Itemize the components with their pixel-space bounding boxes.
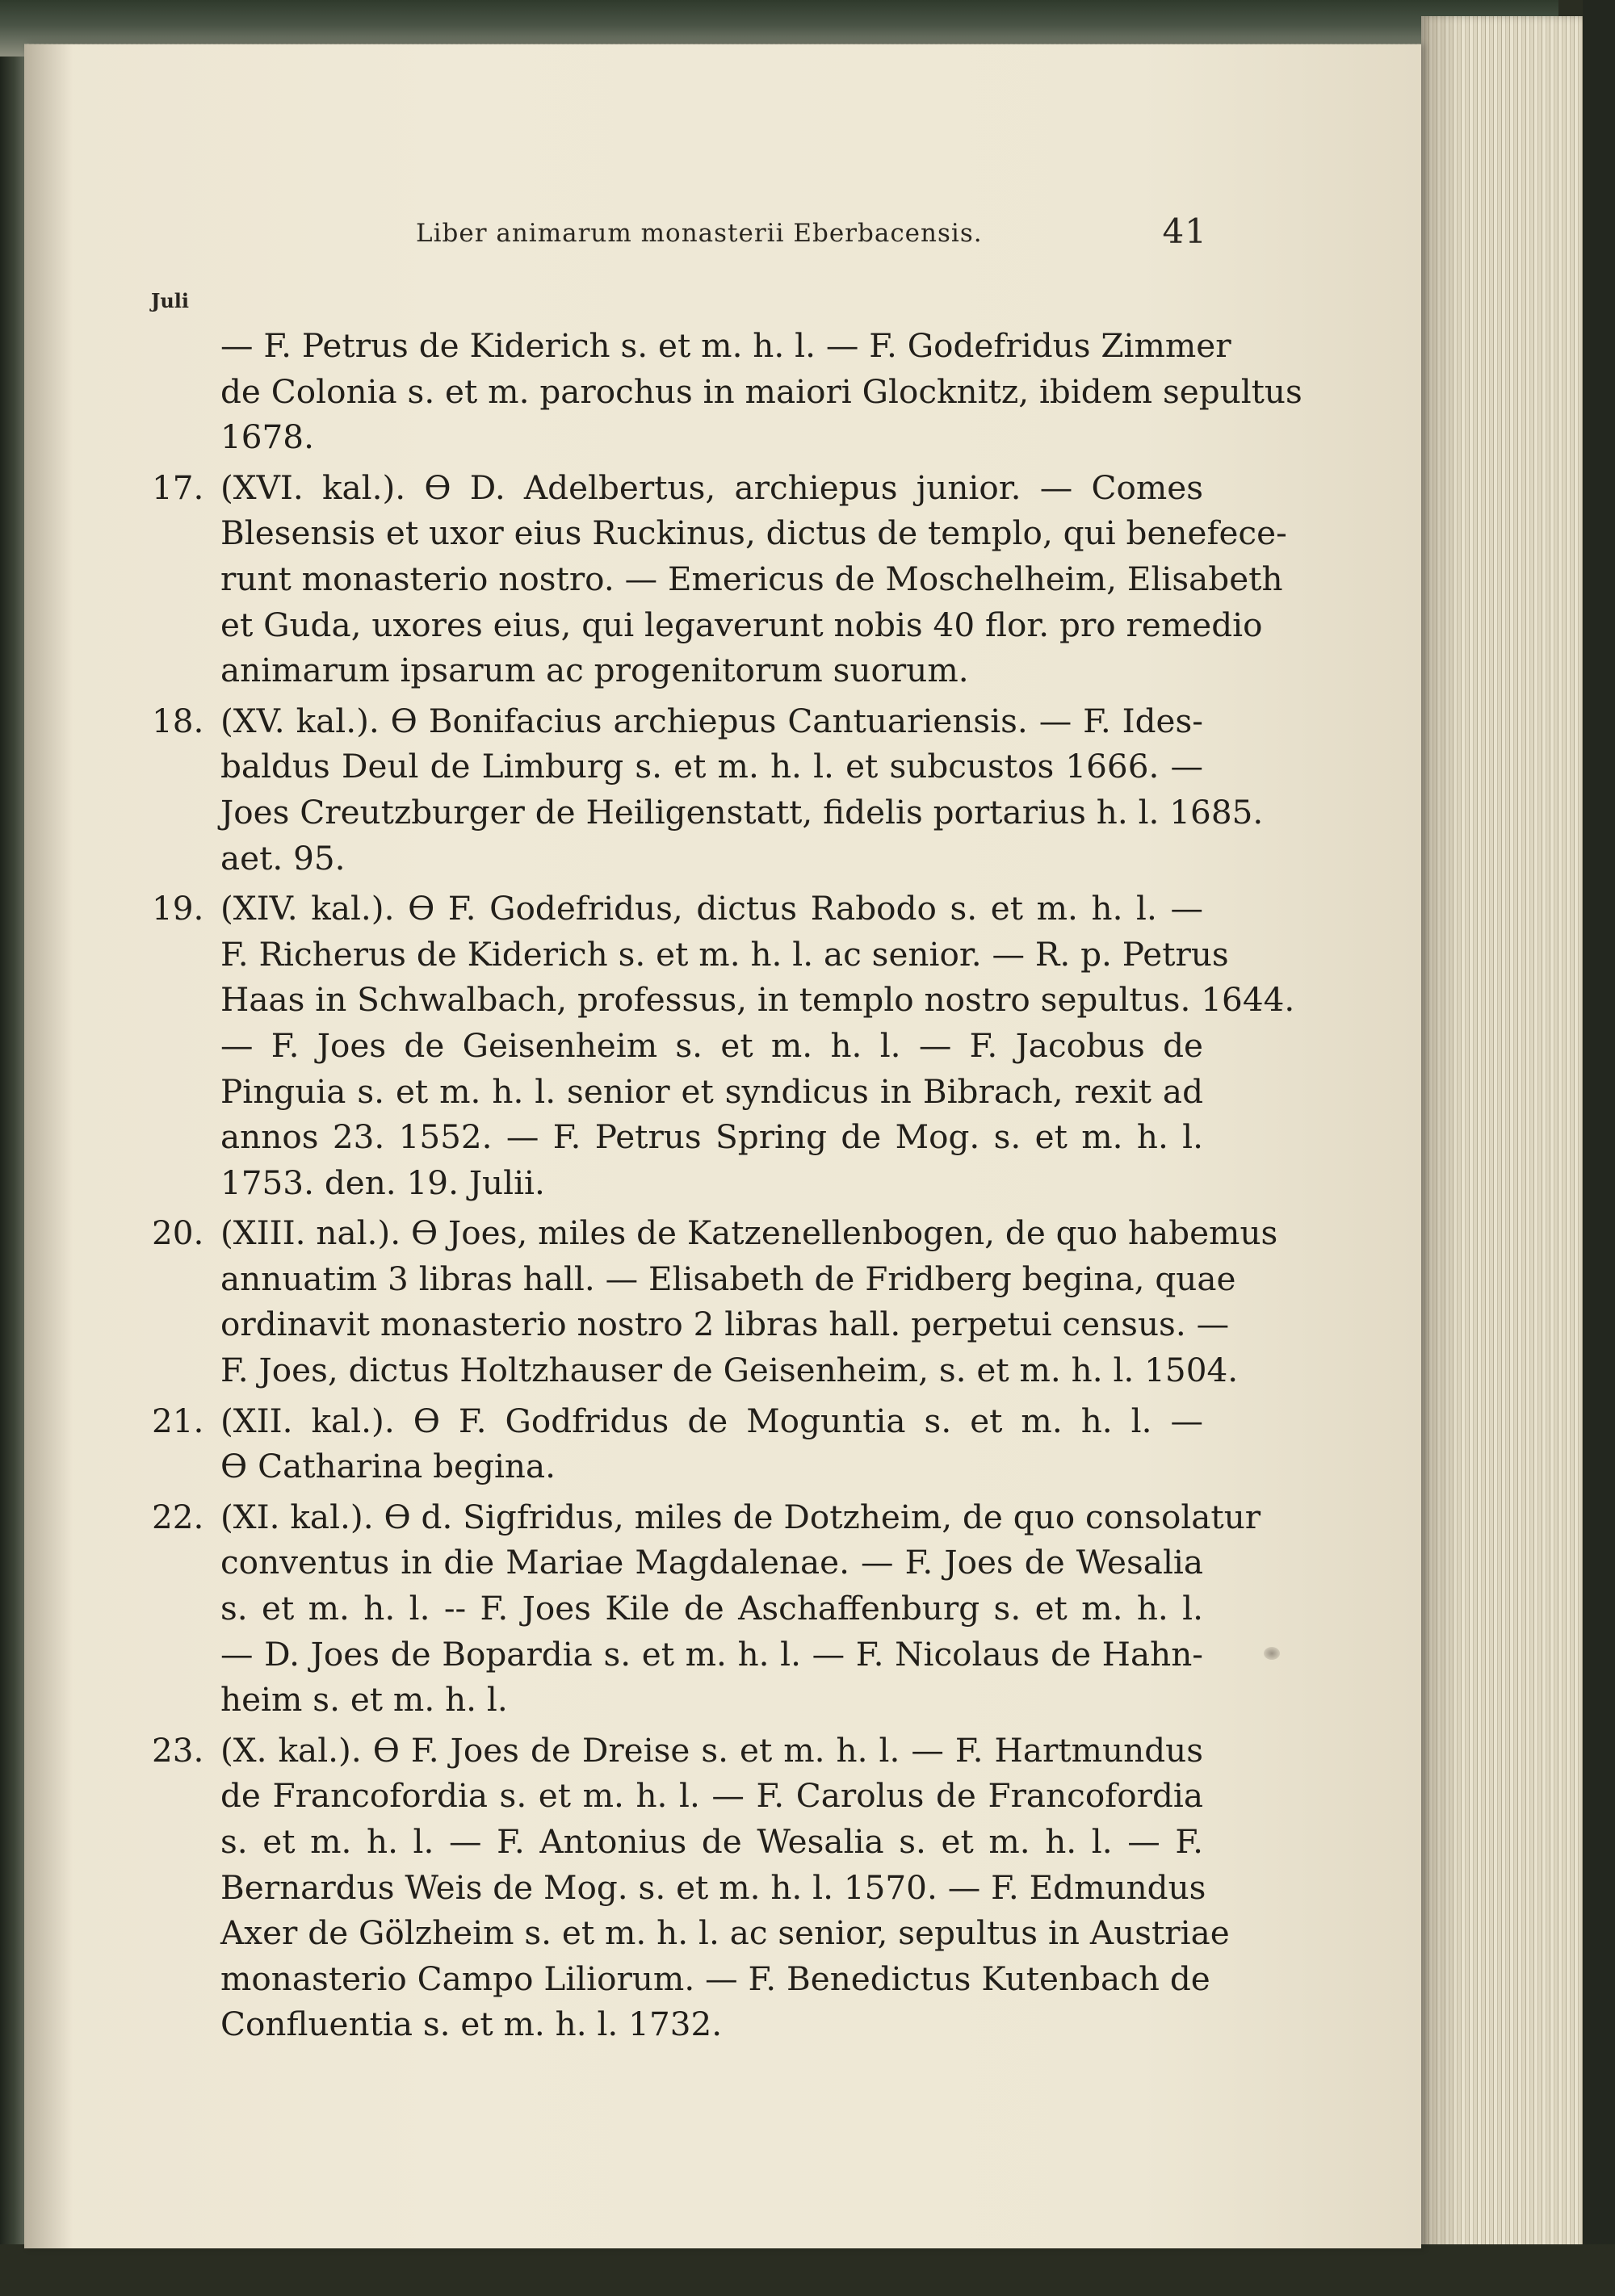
calendar-entry [145, 465, 1287, 693]
page-number: 41 [1162, 212, 1207, 251]
entry-day-number: 18. [152, 701, 204, 740]
entry-line: — F. Joes de Geisenheim s. et m. h. l. — F. Jacobus de [220, 1025, 1203, 1065]
entry-line: Pinguia s. et m. h. l. senior et syndicus in Bibrach, rexit ad [220, 1071, 1203, 1111]
calendar-entry [145, 886, 1295, 1205]
background-bottom [0, 2244, 1615, 2296]
entry-line: 1678. [220, 417, 314, 457]
entry-day-number: 23. [152, 1730, 204, 1770]
entry-line: Bernardus Weis de Mog. s. et m. h. l. 1570. — F. Edmundus [220, 1867, 1206, 1907]
entry-line: — D. Joes de Bopardia s. et m. h. l. — F. Nicolaus de Hahn- [220, 1634, 1203, 1674]
page-fore-edge [1421, 16, 1583, 2269]
entry-line: de Francofordia s. et m. h. l. — F. Carolus de Francofordia [220, 1776, 1203, 1816]
entry-line: Haas in Schwalbach, professus, in templo nostro sepultus. 1644. [220, 980, 1295, 1020]
entry-line: Blesensis et uxor eius Ruckinus, dictus de templo, qui benefece- [220, 513, 1287, 553]
entry-line: aet. 95. [220, 838, 346, 878]
calendar-entry [145, 1210, 1278, 1393]
entry-line: annos 23. 1552. — F. Petrus Spring de Mog. s. et m. h. l. [220, 1117, 1203, 1157]
entry-day-number: 22. [152, 1497, 204, 1536]
calendar-entry [145, 1728, 1230, 2047]
calendar-entry [145, 1494, 1261, 1723]
entry-line: runt monasterio nostro. — Emericus de Moschelheim, Elisabeth [220, 559, 1283, 598]
entry-line: (X. kal.). ϴ F. Joes de Dreise s. et m. h. l. — F. Hartmundus [220, 1730, 1203, 1770]
entry-line: (XV. kal.). ϴ Bonifacius archiepus Cantuariensis. — F. Ides- [220, 701, 1203, 740]
entry-day-number: 17. [152, 467, 204, 507]
entry-line: conventus in die Mariae Magdalenae. — F. Joes de Wesalia [220, 1543, 1203, 1582]
entry-line: F. Richerus de Kiderich s. et m. h. l. ac senior. — R. p. Petrus [220, 934, 1229, 974]
entry-line: (XVI. kal.). ϴ D. Adelbertus, archiepus junior. — Comes [220, 467, 1203, 507]
calendar-entry [145, 1398, 1203, 1489]
entry-line: Confluentia s. et m. h. l. 1732. [220, 2005, 723, 2044]
ink-blot [1264, 1647, 1280, 1660]
entry-line: (XIII. nal.). ϴ Joes, miles de Katzenellenbogen, de quo habemus [220, 1213, 1278, 1253]
entry-line: F. Joes, dictus Holtzhauser de Geisenheim, s. et m. h. l. 1504. [220, 1351, 1239, 1390]
entry-line: (XI. kal.). ϴ d. Sigfridus, miles de Dotzheim, de quo consolatur [220, 1497, 1261, 1536]
entry-line: ϴ Catharina begina. [220, 1447, 556, 1486]
entry-line: et Guda, uxores eius, qui legaverunt nobis 40 flor. pro remedio [220, 605, 1263, 644]
book-spine [0, 0, 24, 2296]
entry-line: Axer de Gölzheim s. et m. h. l. ac senior, sepultus in Austriae [220, 1913, 1230, 1953]
entry-line: animarum ipsarum ac progenitorum suorum. [220, 651, 969, 690]
entry-line: (XII. kal.). ϴ F. Godfridus de Moguntia s. et m. h. l. — [220, 1401, 1203, 1440]
entry-line: heim s. et m. h. l. [220, 1680, 508, 1720]
calendar-entry [145, 323, 1302, 460]
gutter-shadow [24, 44, 73, 2248]
entry-line: de Colonia s. et m. parochus in maiori Glocknitz, ibidem sepultus [220, 371, 1302, 411]
background-right [1583, 0, 1615, 2296]
calendar-entry [145, 698, 1264, 881]
entry-line: — F. Petrus de Kiderich s. et m. h. l. — F. Godefridus Zimmer [220, 326, 1231, 365]
entry-line: annuatim 3 libras hall. — Elisabeth de Fridberg begina, quae [220, 1259, 1236, 1298]
entry-line: ordinavit monasterio nostro 2 libras hall. perpetui census. — [220, 1305, 1230, 1344]
entry-line: s. et m. h. l. — F. Antonius de Wesalia s. et m. h. l. — F. [220, 1822, 1203, 1861]
entry-line: (XIV. kal.). ϴ F. Godefridus, dictus Rabodo s. et m. h. l. — [220, 889, 1203, 928]
entry-day-number: 20. [152, 1213, 204, 1253]
entry-line: 1753. den. 19. Julii. [220, 1163, 545, 1202]
month-label: Juli [151, 289, 190, 312]
entry-line: baldus Deul de Limburg s. et m. h. l. et subcustos 1666. — [220, 747, 1203, 786]
calendar-entries [145, 323, 1302, 2052]
entry-day-number: 19. [152, 889, 204, 928]
entry-line: Joes Creutzburger de Heiligenstatt, fidelis portarius h. l. 1685. [220, 792, 1264, 832]
entry-day-number: 21. [152, 1401, 204, 1440]
entry-line: monasterio Campo Liliorum. — F. Benedictus Kutenbach de [220, 1959, 1210, 1998]
entry-line: s. et m. h. l. -- F. Joes Kile de Aschaffenburg s. et m. h. l. [220, 1589, 1203, 1628]
running-head-title: Liber animarum monasterii Eberbacensis. [416, 219, 983, 248]
